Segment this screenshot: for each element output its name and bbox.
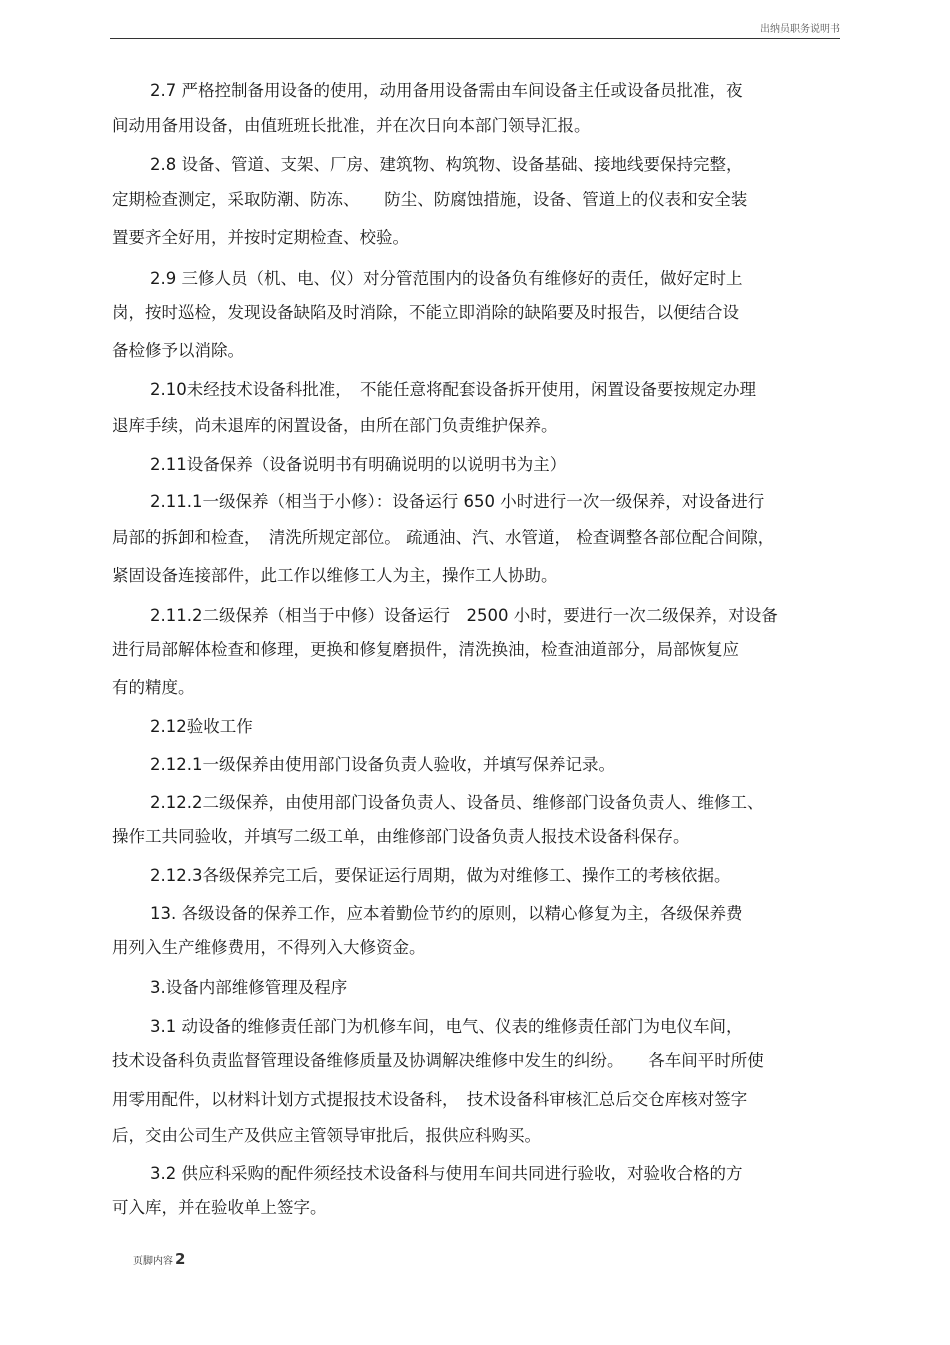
text-line: 定期检查测定，采取防潮、防冻、 防尘、防腐蚀措施，设备、管道上的仪表和安全装 (112, 190, 748, 209)
text-line: 进行局部解体检查和修理，更换和修复磨损件，清洗换油，检查油道部分，局部恢复应 (112, 640, 739, 659)
text-line: 退库手续，尚未退库的闲置设备，由所在部门负责维护保养。 (112, 416, 558, 435)
text-line: 局部的拆卸和检查， 清洗所规定部位。 疏通油、汽、水管道， 检查调整各部位配合间隙， (112, 528, 775, 547)
text-line: 技术设备科负责监督管理设备维修质量及协调解决维修中发生的纠纷。 各车间平时所使 (112, 1051, 764, 1070)
text-line: 备检修予以消除。 (112, 341, 244, 360)
text-line: 2.12验收工作 (150, 717, 253, 736)
text-line: 间动用备用设备，由值班班长批准，并在次日向本部门领导汇报。 (112, 116, 591, 135)
text-line: 2.7 严格控制备用设备的使用，动用备用设备需由车间设备主任或设备员批准，夜 (150, 81, 743, 100)
text-line: 操作工共同验收，并填写二级工单，由维修部门设备负责人报技术设备科保存。 (112, 827, 690, 846)
text-line: 2.12.2二级保养，由使用部门设备负责人、设备员、维修部门设备负责人、维修工、 (150, 793, 764, 812)
text-line: 有的精度。 (112, 678, 195, 697)
header-title: 出纳员职务说明书 (760, 24, 840, 35)
text-line: 2.10未经技术设备科批准， 不能任意将配套设备拆开使用，闲置设备要按规定办理 (150, 380, 756, 399)
footer-label: 页脚内容 (133, 1256, 173, 1267)
text-line: 2.9 三修人员（机、电、仪）对分管范围内的设备负有维修好的责任，做好定时上 (150, 269, 743, 288)
text-line: 3.设备内部维修管理及程序 (150, 978, 348, 997)
text-line: 3.2 供应科采购的配件须经技术设备科与使用车间共同进行验收，对验收合格的方 (150, 1164, 743, 1183)
text-line: 2.11.2二级保养（相当于中修）设备运行 2500 小时，要进行一次二级保养，对设备 (150, 606, 778, 625)
text-line: 13. 各级设备的保养工作，应本着勤俭节约的原则，以精心修复为主，各级保养费 (150, 904, 743, 923)
header-divider (110, 38, 840, 39)
text-line: 紧固设备连接部件，此工作以维修工人为主，操作工人协助。 (112, 566, 558, 585)
text-line: 2.8 设备、管道、支架、厂房、建筑物、构筑物、设备基础、接地线要保持完整， (150, 155, 743, 174)
text-line: 2.11设备保养（设备说明书有明确说明的以说明书为主） (150, 455, 567, 474)
text-line: 3.1 动设备的维修责任部门为机修车间，电气、仪表的维修责任部门为电仪车间， (150, 1017, 743, 1036)
text-line: 用列入生产维修费用，不得列入大修资金。 (112, 938, 426, 957)
text-line: 用零用配件，以材料计划方式提报技术设备科， 技术设备科审核汇总后交仓库核对签字 (112, 1090, 748, 1109)
text-line: 2.12.3各级保养完工后，要保证运行周期，做为对维修工、操作工的考核依据。 (150, 866, 731, 885)
text-line: 岗，按时巡检，发现设备缺陷及时消除，不能立即消除的缺陷要及时报告，以便结合设 (112, 303, 739, 322)
page-number: 2 (175, 1250, 186, 1268)
text-line: 置要齐全好用，并按时定期检查、校验。 (112, 228, 409, 247)
text-line: 2.12.1一级保养由使用部门设备负责人验收，并填写保养记录。 (150, 755, 615, 774)
page-footer (133, 1250, 185, 1268)
text-line: 可入库，并在验收单上签字。 (112, 1198, 327, 1217)
text-line: 2.11.1一级保养（相当于小修）：设备运行 650 小时进行一次一级保养，对设备进行 (150, 492, 765, 511)
text-line: 后，交由公司生产及供应主管领导审批后，报供应科购买。 (112, 1126, 541, 1145)
